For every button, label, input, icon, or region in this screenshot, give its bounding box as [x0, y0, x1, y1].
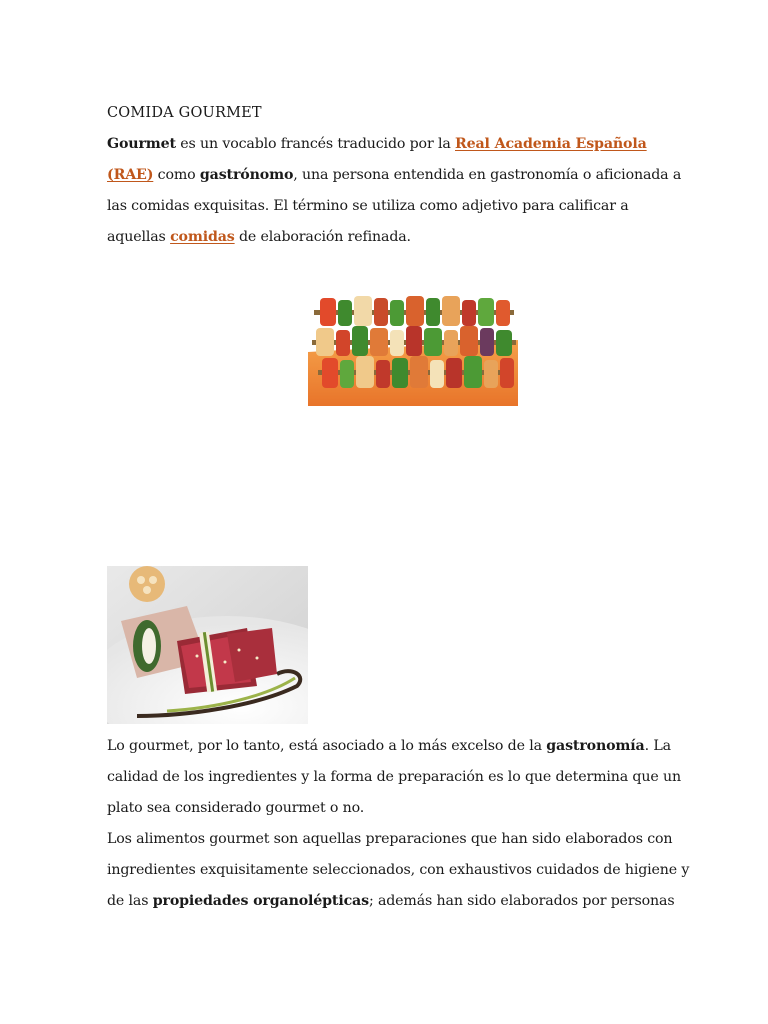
intro-paragraph — [107, 129, 682, 253]
intro-line-2: (RAE) como gastrónomo, una persona entendida en gastronomía o aficionada a — [107, 167, 682, 183]
rae-abbrev-link[interactable]: (RAE) — [107, 167, 154, 183]
page-title: COMIDA GOURMET — [107, 105, 262, 121]
term-propiedades: propiedades organolépticas — [152, 893, 369, 909]
food-skewers-photo-icon — [308, 290, 518, 406]
comidas-link[interactable]: comidas — [170, 229, 235, 245]
beef-roll-photo-icon — [107, 566, 308, 724]
rae-link[interactable]: Real Academia Española — [455, 136, 647, 152]
gastronomy-line-3: plato sea considerado gourmet o no. — [107, 800, 365, 816]
skewers-image — [308, 290, 518, 406]
ingredients-line-1: Los alimentos gourmet son aquellas preparaciones que han sido elaborados con — [107, 831, 673, 847]
ingredients-line-3: de las propiedades organolépticas; además han sido elaborados por personas — [107, 893, 675, 909]
beef-roll-image — [107, 566, 308, 724]
term-gastronomo: gastrónomo — [199, 167, 294, 183]
gastronomy-line-2: calidad de los ingredientes y la forma de preparación es lo que determina que un — [107, 769, 681, 785]
gastronomy-line-1: Lo gourmet, por lo tanto, está asociado a lo más excelso de la gastronomía. La — [107, 738, 671, 754]
intro-line-1: Gourmet es un vocablo francés traducido por la Real Academia Española — [107, 136, 647, 152]
term-gourmet: Gourmet — [107, 136, 176, 152]
intro-line-4: aquellas comidas de elaboración refinada. — [107, 229, 411, 245]
term-gastronomia: gastronomía — [546, 738, 645, 754]
gastronomy-paragraph — [107, 731, 681, 824]
ingredients-line-2: ingredientes exquisitamente seleccionados, con exhaustivos cuidados de higiene y — [107, 862, 690, 878]
intro-line-3: las comidas exquisitas. El término se utiliza como adjetivo para calificar a — [107, 198, 629, 214]
ingredients-paragraph — [107, 824, 690, 917]
